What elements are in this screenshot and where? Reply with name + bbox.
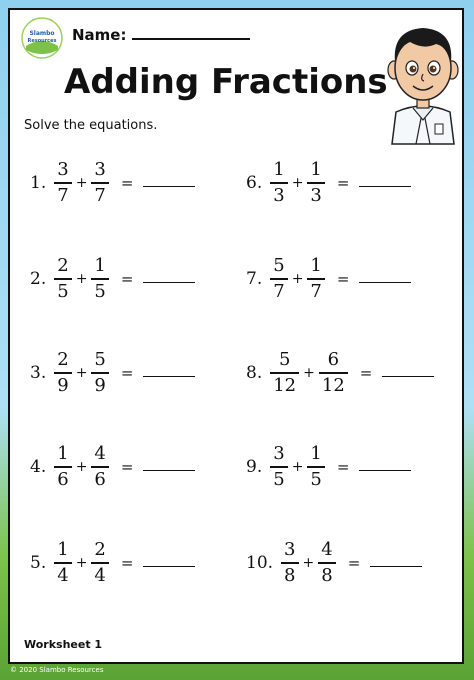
second-fraction-denominator: 6 bbox=[94, 468, 106, 490]
equals-sign: = bbox=[120, 553, 134, 572]
svg-text:Resources: Resources bbox=[27, 38, 57, 44]
problem-1 bbox=[30, 160, 195, 206]
first-fraction bbox=[54, 444, 71, 490]
second-fraction-bar bbox=[91, 182, 108, 184]
answer-blank[interactable] bbox=[382, 368, 434, 377]
name-label: Name: bbox=[72, 26, 127, 44]
svg-text:Slambo: Slambo bbox=[29, 30, 55, 37]
equals-sign: = bbox=[120, 173, 134, 192]
second-fraction-numerator: 2 bbox=[94, 539, 106, 560]
first-fraction bbox=[281, 540, 298, 586]
first-fraction-bar bbox=[270, 278, 287, 280]
problem-number: 6. bbox=[246, 172, 263, 193]
second-fraction-numerator: 1 bbox=[310, 159, 322, 180]
answer-blank[interactable] bbox=[359, 462, 411, 471]
second-fraction bbox=[319, 350, 348, 396]
copyright-text: © 2020 Slambo Resources bbox=[10, 666, 104, 674]
first-fraction bbox=[270, 256, 287, 302]
first-fraction bbox=[270, 160, 287, 206]
equals-sign: = bbox=[120, 457, 134, 476]
problem-number: 5. bbox=[30, 552, 47, 573]
plus-sign: + bbox=[75, 458, 88, 475]
problem-4 bbox=[30, 444, 195, 490]
first-fraction-bar bbox=[54, 182, 71, 184]
second-fraction bbox=[307, 256, 324, 302]
equals-sign: = bbox=[336, 457, 350, 476]
page-title: Adding Fractions bbox=[64, 62, 388, 102]
second-fraction-denominator: 12 bbox=[321, 374, 345, 396]
first-fraction-numerator: 1 bbox=[273, 159, 285, 180]
first-fraction-bar bbox=[270, 466, 287, 468]
problem-6 bbox=[246, 160, 411, 206]
second-fraction-numerator: 6 bbox=[327, 349, 340, 370]
first-fraction-bar bbox=[270, 372, 299, 374]
problem-number: 2. bbox=[30, 268, 47, 289]
first-fraction-bar bbox=[54, 562, 71, 564]
second-fraction bbox=[318, 540, 335, 586]
plus-sign: + bbox=[75, 364, 88, 381]
first-fraction-denominator: 3 bbox=[273, 184, 285, 206]
first-fraction-numerator: 3 bbox=[57, 159, 69, 180]
problem-7 bbox=[246, 256, 411, 302]
equals-sign: = bbox=[120, 363, 134, 382]
second-fraction-numerator: 1 bbox=[94, 255, 106, 276]
first-fraction bbox=[270, 350, 299, 396]
problem-8 bbox=[246, 350, 434, 396]
first-fraction-numerator: 1 bbox=[57, 443, 69, 464]
problems-area bbox=[10, 10, 462, 662]
second-fraction-denominator: 5 bbox=[94, 280, 106, 302]
answer-blank[interactable] bbox=[143, 178, 195, 187]
worksheet-number-label: Worksheet 1 bbox=[24, 638, 103, 651]
equals-sign: = bbox=[120, 269, 134, 288]
problem-number: 9. bbox=[246, 456, 263, 477]
second-fraction-denominator: 5 bbox=[310, 468, 322, 490]
second-fraction bbox=[91, 444, 108, 490]
first-fraction-denominator: 7 bbox=[57, 184, 69, 206]
first-fraction bbox=[54, 256, 71, 302]
answer-blank[interactable] bbox=[370, 558, 422, 567]
first-fraction-denominator: 7 bbox=[273, 280, 285, 302]
second-fraction-bar bbox=[91, 372, 108, 374]
second-fraction-numerator: 3 bbox=[94, 159, 106, 180]
first-fraction-numerator: 5 bbox=[273, 255, 285, 276]
answer-blank[interactable] bbox=[359, 178, 411, 187]
plus-sign: + bbox=[75, 174, 88, 191]
problem-number: 7. bbox=[246, 268, 263, 289]
first-fraction bbox=[54, 540, 71, 586]
first-fraction-numerator: 3 bbox=[273, 443, 285, 464]
problem-5 bbox=[30, 540, 195, 586]
equals-sign: = bbox=[336, 173, 350, 192]
second-fraction-numerator: 4 bbox=[321, 539, 333, 560]
second-fraction-denominator: 7 bbox=[310, 280, 322, 302]
first-fraction-denominator: 8 bbox=[284, 564, 296, 586]
worksheet-page bbox=[8, 8, 464, 664]
second-fraction bbox=[91, 540, 108, 586]
first-fraction-numerator: 5 bbox=[278, 349, 291, 370]
plus-sign: + bbox=[291, 174, 304, 191]
first-fraction-bar bbox=[281, 562, 298, 564]
second-fraction-denominator: 7 bbox=[94, 184, 106, 206]
second-fraction bbox=[307, 160, 324, 206]
problem-number: 4. bbox=[30, 456, 47, 477]
first-fraction-bar bbox=[270, 182, 287, 184]
first-fraction-denominator: 12 bbox=[273, 374, 297, 396]
plus-sign: + bbox=[302, 554, 315, 571]
first-fraction-numerator: 2 bbox=[57, 255, 69, 276]
plus-sign: + bbox=[291, 458, 304, 475]
first-fraction-denominator: 9 bbox=[57, 374, 69, 396]
second-fraction-denominator: 3 bbox=[310, 184, 322, 206]
problem-number: 8. bbox=[246, 362, 263, 383]
second-fraction-bar bbox=[91, 562, 108, 564]
answer-blank[interactable] bbox=[143, 368, 195, 377]
first-fraction-denominator: 4 bbox=[57, 564, 69, 586]
problem-number: 3. bbox=[30, 362, 47, 383]
first-fraction-denominator: 6 bbox=[57, 468, 69, 490]
first-fraction bbox=[54, 350, 71, 396]
second-fraction-bar bbox=[319, 372, 348, 374]
answer-blank[interactable] bbox=[143, 462, 195, 471]
first-fraction-bar bbox=[54, 278, 71, 280]
answer-blank[interactable] bbox=[359, 274, 411, 283]
problem-2 bbox=[30, 256, 195, 302]
second-fraction-numerator: 5 bbox=[94, 349, 106, 370]
second-fraction bbox=[91, 350, 108, 396]
first-fraction bbox=[54, 160, 71, 206]
second-fraction-bar bbox=[307, 278, 324, 280]
second-fraction-bar bbox=[318, 562, 335, 564]
problem-10 bbox=[246, 540, 422, 586]
second-fraction-numerator: 1 bbox=[310, 443, 322, 464]
plus-sign: + bbox=[75, 554, 88, 571]
first-fraction-numerator: 3 bbox=[284, 539, 296, 560]
second-fraction-denominator: 8 bbox=[321, 564, 333, 586]
second-fraction-numerator: 1 bbox=[310, 255, 322, 276]
first-fraction-denominator: 5 bbox=[273, 468, 285, 490]
second-fraction-bar bbox=[91, 466, 108, 468]
answer-blank[interactable] bbox=[143, 274, 195, 283]
problem-3 bbox=[30, 350, 195, 396]
first-fraction-bar bbox=[54, 466, 71, 468]
first-fraction-numerator: 1 bbox=[57, 539, 69, 560]
second-fraction bbox=[307, 444, 324, 490]
problem-number: 1. bbox=[30, 172, 47, 193]
second-fraction-bar bbox=[307, 466, 324, 468]
first-fraction-denominator: 5 bbox=[57, 280, 69, 302]
second-fraction-denominator: 4 bbox=[94, 564, 106, 586]
second-fraction-bar bbox=[307, 182, 324, 184]
problem-9 bbox=[246, 444, 411, 490]
plus-sign: + bbox=[291, 270, 304, 287]
plus-sign: + bbox=[75, 270, 88, 287]
equals-sign: = bbox=[336, 269, 350, 288]
first-fraction bbox=[270, 444, 287, 490]
second-fraction bbox=[91, 160, 108, 206]
second-fraction-denominator: 9 bbox=[94, 374, 106, 396]
problem-number: 10. bbox=[246, 552, 274, 573]
second-fraction-numerator: 4 bbox=[94, 443, 106, 464]
second-fraction bbox=[91, 256, 108, 302]
answer-blank[interactable] bbox=[143, 558, 195, 567]
equals-sign: = bbox=[347, 553, 361, 572]
equals-sign: = bbox=[359, 363, 373, 382]
first-fraction-bar bbox=[54, 372, 71, 374]
instructions-text: Solve the equations. bbox=[24, 118, 158, 133]
second-fraction-bar bbox=[91, 278, 108, 280]
first-fraction-numerator: 2 bbox=[57, 349, 69, 370]
plus-sign: + bbox=[303, 364, 315, 381]
